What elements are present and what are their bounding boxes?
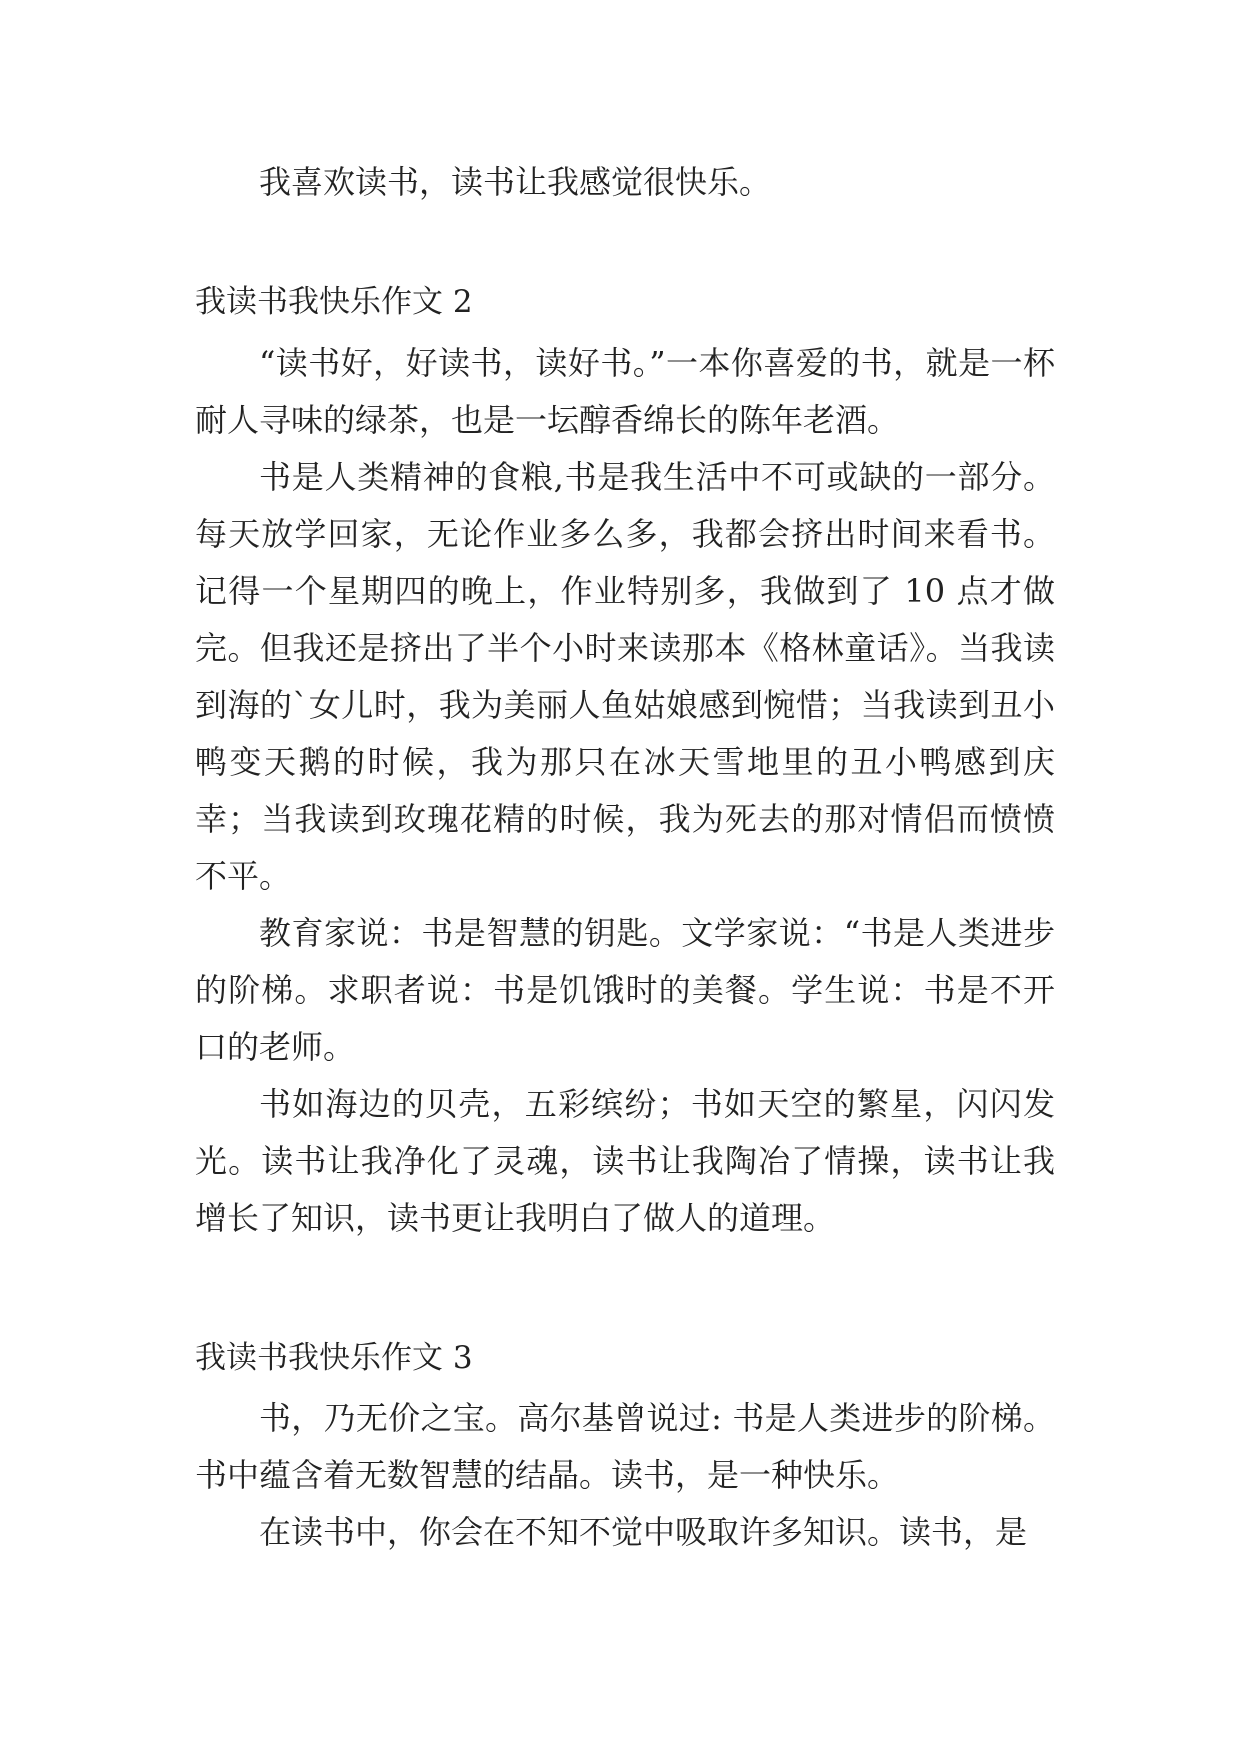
section-2-body [195,335,1055,1247]
section-2-paragraph-2: 书是人类精神的食粮,书是我生活中不可或缺的一部分。每天放学回家，无论作业多么多，我都会挤出时间来看书。记得一个星期四的晚上，作业特别多，我做到了 10 点才做完。但我还是挤出了半个小时来读那本《格林童话》。当我读到海的`女儿时，我为美丽人鱼姑娘感到惋惜；当我读到丑小鸭变天鹅的时候，我为那只在冰天雪地里的丑小鸭感到庆幸；当我读到玫瑰花精的时候，我为死去的那对情侣而愤愤不平。 [195,458,1055,895]
section-3-paragraph-2: 在读书中，你会在不知不觉中吸取许多知识。读书，是 [259,1513,1028,1551]
section-2-heading: 我读书我快乐作文 2 [195,284,473,320]
section-2-paragraph-3: 教育家说：书是智慧的钥匙。文学家说：“书是人类进步的阶梯。求职者说：书是饥饿时的美餐。学生说：书是不开口的老师。 [195,914,1055,1066]
intro-paragraph: 我喜欢读书，读书让我感觉很快乐。 [259,163,772,201]
intro-block [195,154,1055,211]
section-3-paragraph-1: 书，乃无价之宝。高尔基曾说过: 书是人类进步的阶梯。书中蕴含着无数智慧的结晶。读书，是一种快乐。 [195,1399,1055,1494]
section-3-heading: 我读书我快乐作文 3 [195,1340,473,1376]
section-3-body [195,1390,1055,1561]
section-2-paragraph-1: “读书好，好读书，读好书。”一本你喜爱的书，就是一杯耐人寻味的绿茶，也是一坛醇香绵长的陈年老酒。 [195,344,1055,439]
section-2-paragraph-4: 书如海边的贝壳，五彩缤纷；书如天空的繁星，闪闪发光。读书让我净化了灵魂，读书让我陶冶了情操，读书让我增长了知识，读书更让我明白了做人的道理。 [195,1085,1055,1237]
